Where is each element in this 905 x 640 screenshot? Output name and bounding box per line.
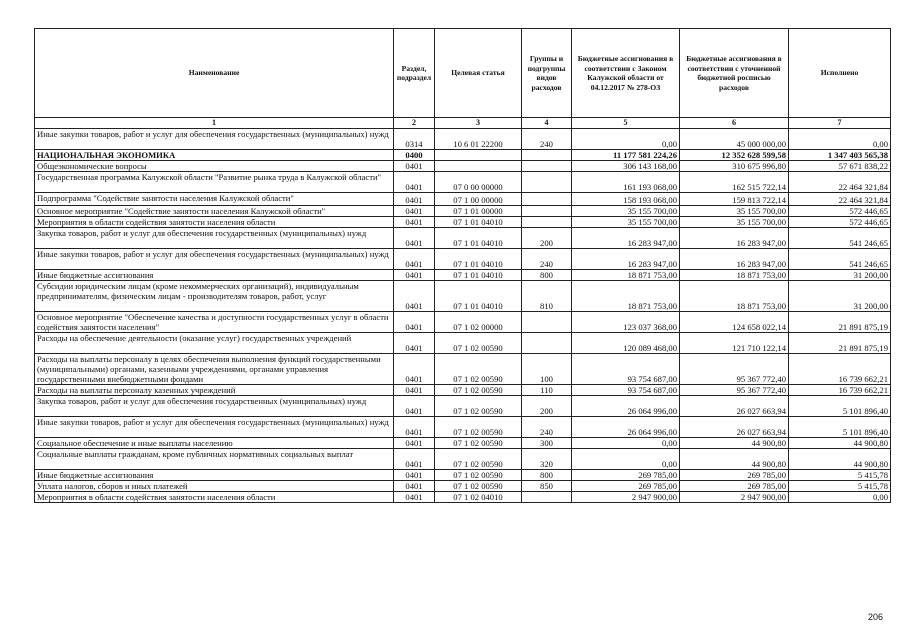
row-target: 07 1 01 04010 (435, 280, 522, 311)
row-section: 0314 (394, 128, 435, 149)
row-refined: 45 000 000,00 (680, 128, 789, 149)
row-refined: 35 155 700,00 (680, 216, 789, 227)
row-name: Иные закупки товаров, работ и услуг для обеспечения государственных (муниципальных) нужд (35, 128, 394, 149)
row-executed: 541 246,65 (789, 227, 891, 248)
row-name: Мероприятия в области содействия занятости населения области (35, 216, 394, 227)
row-executed: 21 891 875,19 (789, 311, 891, 332)
row-target: 10 6 01 22200 (435, 128, 522, 149)
row-section: 0401 (394, 311, 435, 332)
table-body (35, 128, 891, 502)
row-executed: 16 739 662,21 (789, 384, 891, 395)
row-group (522, 149, 572, 160)
row-target: 07 1 01 00000 (435, 205, 522, 216)
row-group: 300 (522, 437, 572, 448)
table-row (35, 216, 891, 227)
row-law: 0,00 (572, 437, 680, 448)
row-law: 93 754 687,00 (572, 353, 680, 384)
row-target: 07 1 02 00000 (435, 311, 522, 332)
column-number: 4 (522, 118, 572, 129)
table-row (35, 160, 891, 171)
row-law: 26 064 996,00 (572, 416, 680, 437)
table-row (35, 384, 891, 395)
row-refined: 18 871 753,00 (680, 280, 789, 311)
row-section: 0401 (394, 395, 435, 416)
row-law: 2 947 900,00 (572, 491, 680, 502)
row-section: 0401 (394, 437, 435, 448)
column-number: 7 (789, 118, 891, 129)
row-group (522, 216, 572, 227)
header-row (35, 29, 891, 118)
row-law: 93 754 687,00 (572, 384, 680, 395)
row-refined: 44 900,80 (680, 448, 789, 469)
row-section: 0401 (394, 353, 435, 384)
row-law: 123 037 368,00 (572, 311, 680, 332)
row-refined: 269 785,00 (680, 469, 789, 480)
row-refined: 16 283 947,00 (680, 227, 789, 248)
row-name: Общеэкономические вопросы (35, 160, 394, 171)
row-name: Основное мероприятие "Содействие занятости населения Калужской области" (35, 205, 394, 216)
row-executed: 5 415,78 (789, 480, 891, 491)
row-target: 07 1 02 00590 (435, 384, 522, 395)
row-name: Закупка товаров, работ и услуг для обеспечения государственных (муниципальных) нужд (35, 227, 394, 248)
row-law: 18 871 753,00 (572, 269, 680, 280)
table-row (35, 416, 891, 437)
column-number: 6 (680, 118, 789, 129)
header-refined-allocations: Бюджетные ассигнования в соответствии с уточненной бюджетной росписью расходов (680, 29, 789, 118)
row-name: Субсидии юридическим лицам (кроме некоммерческих организаций), индивидуальным предпринимателям, физическим лицам - производителям товаров, работ, услуг (35, 280, 394, 311)
row-section: 0401 (394, 227, 435, 248)
table-row (35, 311, 891, 332)
row-executed: 22 464 321,84 (789, 192, 891, 205)
header-law-allocations: Бюджетные ассигнования в соответствии с Законом Калужской области от 04.12.2017 № 278-ОЗ (572, 29, 680, 118)
table-row (35, 395, 891, 416)
row-name: Государственная программа Калужской области "Развитие рынка труда в Калужской области" (35, 171, 394, 192)
row-target: 07 0 00 00000 (435, 171, 522, 192)
row-target: 07 1 02 00590 (435, 448, 522, 469)
column-number: 2 (394, 118, 435, 129)
row-executed: 44 900,80 (789, 437, 891, 448)
table-row (35, 192, 891, 205)
row-target: 07 1 02 00590 (435, 395, 522, 416)
row-section: 0401 (394, 280, 435, 311)
table-row (35, 491, 891, 502)
row-target: 07 1 01 04010 (435, 248, 522, 269)
row-refined: 12 352 628 599,58 (680, 149, 789, 160)
row-name: Иные бюджетные ассигнования (35, 269, 394, 280)
row-name: Подпрограмма "Содействие занятости населения Калужской области" (35, 192, 394, 205)
table-row (35, 332, 891, 353)
row-name: Основное мероприятие "Обеспечение качества и доступности государственных услуг в области содействия занятости населения" (35, 311, 394, 332)
row-name: Мероприятия в области содействия занятости населения области (35, 491, 394, 502)
column-number: 1 (35, 118, 394, 129)
header-name: Наименование (35, 29, 394, 118)
row-target: 07 1 01 04010 (435, 227, 522, 248)
row-refined: 2 947 900,00 (680, 491, 789, 502)
row-section: 0400 (394, 149, 435, 160)
page-number: 206 (867, 612, 883, 622)
row-group: 850 (522, 480, 572, 491)
row-group: 100 (522, 353, 572, 384)
row-group (522, 311, 572, 332)
row-refined: 121 710 122,14 (680, 332, 789, 353)
table-row (35, 280, 891, 311)
row-name: Уплата налогов, сборов и иных платежей (35, 480, 394, 491)
table-row (35, 469, 891, 480)
table-row (35, 149, 891, 160)
row-target: 07 1 02 04010 (435, 491, 522, 502)
row-refined: 310 675 996,80 (680, 160, 789, 171)
row-refined: 16 283 947,00 (680, 248, 789, 269)
row-refined: 95 367 772,40 (680, 353, 789, 384)
row-group (522, 192, 572, 205)
row-target: 07 1 02 00590 (435, 353, 522, 384)
row-law: 35 155 700,00 (572, 205, 680, 216)
row-target: 07 1 00 00000 (435, 192, 522, 205)
row-law: 26 064 996,00 (572, 395, 680, 416)
row-name: Расходы на выплаты персоналу казенных учреждений (35, 384, 394, 395)
row-executed: 1 347 403 565,38 (789, 149, 891, 160)
row-section: 0401 (394, 171, 435, 192)
row-refined: 44 900,80 (680, 437, 789, 448)
table-row (35, 248, 891, 269)
row-refined: 18 871 753,00 (680, 269, 789, 280)
row-target: 07 1 01 04010 (435, 269, 522, 280)
row-section: 0401 (394, 160, 435, 171)
row-target: 07 1 02 00590 (435, 416, 522, 437)
row-group (522, 171, 572, 192)
row-group (522, 160, 572, 171)
table-row (35, 480, 891, 491)
row-refined: 26 027 663,94 (680, 395, 789, 416)
row-group: 800 (522, 269, 572, 280)
row-refined: 95 367 772,40 (680, 384, 789, 395)
row-law: 16 283 947,00 (572, 227, 680, 248)
row-refined: 159 813 722,14 (680, 192, 789, 205)
row-name: Иные закупки товаров, работ и услуг для обеспечения государственных (муниципальных) нужд (35, 416, 394, 437)
row-group (522, 332, 572, 353)
row-target (435, 160, 522, 171)
row-group: 200 (522, 227, 572, 248)
row-executed: 572 446,65 (789, 216, 891, 227)
row-section: 0401 (394, 416, 435, 437)
row-name: Иные бюджетные ассигнования (35, 469, 394, 480)
row-executed: 22 464 321,84 (789, 171, 891, 192)
row-law: 18 871 753,00 (572, 280, 680, 311)
table-row (35, 227, 891, 248)
budget-table (34, 28, 891, 503)
row-name: Закупка товаров, работ и услуг для обеспечения государственных (муниципальных) нужд (35, 395, 394, 416)
header-section: Раздел, подраздел (394, 29, 435, 118)
row-group: 800 (522, 469, 572, 480)
row-executed: 0,00 (789, 128, 891, 149)
row-name: НАЦИОНАЛЬНАЯ ЭКОНОМИКА (35, 149, 394, 160)
row-law: 269 785,00 (572, 469, 680, 480)
row-law: 11 177 581 224,26 (572, 149, 680, 160)
table-row (35, 171, 891, 192)
row-executed: 5 101 896,40 (789, 395, 891, 416)
row-law: 0,00 (572, 128, 680, 149)
row-name: Иные закупки товаров, работ и услуг для обеспечения государственных (муниципальных) нужд (35, 248, 394, 269)
row-group: 320 (522, 448, 572, 469)
row-section: 0401 (394, 480, 435, 491)
row-executed: 541 246,65 (789, 248, 891, 269)
column-number: 3 (435, 118, 522, 129)
row-section: 0401 (394, 216, 435, 227)
row-section: 0401 (394, 332, 435, 353)
row-target: 07 1 02 00590 (435, 480, 522, 491)
row-section: 0401 (394, 469, 435, 480)
row-target: 07 1 02 00590 (435, 437, 522, 448)
row-group: 240 (522, 416, 572, 437)
row-law: 16 283 947,00 (572, 248, 680, 269)
row-section: 0401 (394, 205, 435, 216)
column-number-row (35, 118, 891, 129)
row-executed: 57 671 838,22 (789, 160, 891, 171)
row-executed: 31 200,00 (789, 269, 891, 280)
row-executed: 16 739 662,21 (789, 353, 891, 384)
row-group (522, 491, 572, 502)
row-section: 0401 (394, 192, 435, 205)
row-law: 158 193 068,00 (572, 192, 680, 205)
table-row (35, 353, 891, 384)
row-law: 161 193 068,00 (572, 171, 680, 192)
row-name: Социальные выплаты гражданам, кроме публичных нормативных социальных выплат (35, 448, 394, 469)
row-refined: 26 027 663,94 (680, 416, 789, 437)
row-executed: 572 446,65 (789, 205, 891, 216)
row-group (522, 205, 572, 216)
row-target: 07 1 02 00590 (435, 332, 522, 353)
row-target: 07 1 01 04010 (435, 216, 522, 227)
table-row (35, 205, 891, 216)
row-executed: 5 101 896,40 (789, 416, 891, 437)
row-target: 07 1 02 00590 (435, 469, 522, 480)
row-target (435, 149, 522, 160)
column-number: 5 (572, 118, 680, 129)
row-executed: 5 415,78 (789, 469, 891, 480)
row-section: 0401 (394, 269, 435, 280)
row-section: 0401 (394, 448, 435, 469)
row-law: 306 143 168,00 (572, 160, 680, 171)
header-executed: Исполнено (789, 29, 891, 118)
row-section: 0401 (394, 491, 435, 502)
row-group: 240 (522, 128, 572, 149)
row-group: 110 (522, 384, 572, 395)
table-row (35, 269, 891, 280)
header-target: Целевая статья (435, 29, 522, 118)
row-law: 0,00 (572, 448, 680, 469)
row-section: 0401 (394, 248, 435, 269)
row-executed: 21 891 875,19 (789, 332, 891, 353)
row-refined: 35 155 700,00 (680, 205, 789, 216)
row-name: Социальное обеспечение и иные выплаты населению (35, 437, 394, 448)
row-law: 269 785,00 (572, 480, 680, 491)
row-law: 35 155 700,00 (572, 216, 680, 227)
row-executed: 0,00 (789, 491, 891, 502)
row-refined: 124 658 022,14 (680, 311, 789, 332)
row-group: 810 (522, 280, 572, 311)
row-executed: 44 900,80 (789, 448, 891, 469)
row-refined: 162 515 722,14 (680, 171, 789, 192)
row-group: 200 (522, 395, 572, 416)
table-row (35, 437, 891, 448)
table-row (35, 128, 891, 149)
row-name: Расходы на выплаты персоналу в целях обеспечения выполнения функций государственными (муниципальными) органами, казенными учреждениями, органами управления государственными внебюджетными фондами (35, 353, 394, 384)
row-refined: 269 785,00 (680, 480, 789, 491)
row-group: 240 (522, 248, 572, 269)
table-row (35, 448, 891, 469)
header-group: Группы и подгруппы видов расходов (522, 29, 572, 118)
row-executed: 31 200,00 (789, 280, 891, 311)
row-section: 0401 (394, 384, 435, 395)
row-name: Расходы на обеспечение деятельности (оказание услуг) государственных учреждений (35, 332, 394, 353)
row-law: 120 089 468,00 (572, 332, 680, 353)
